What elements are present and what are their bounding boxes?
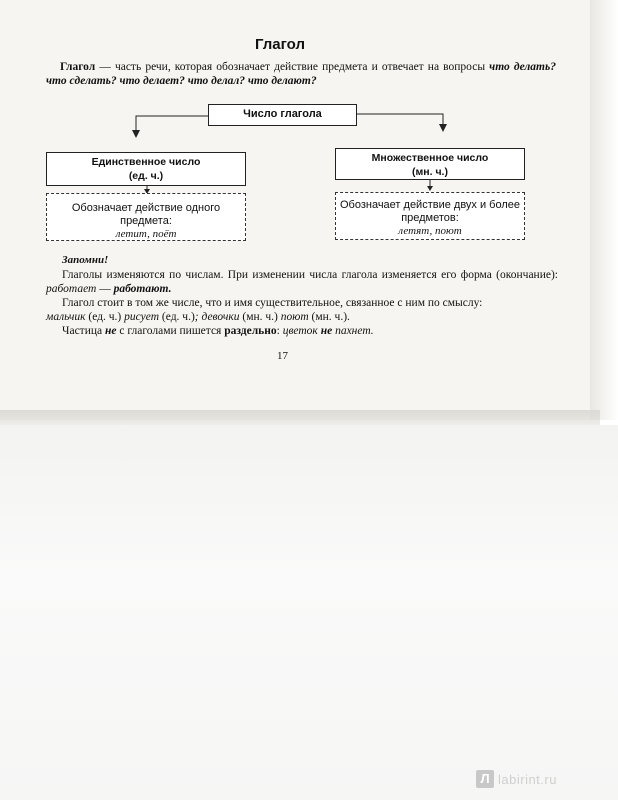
watermark-text: labirint.ru — [498, 771, 557, 787]
remember-heading: Запомни! — [62, 254, 109, 266]
intro-text: — часть речи, которая обозначает действие предмета и отвечает на вопросы — [95, 61, 490, 73]
rule-agreement-examples: мальчик (ед. ч.) рисует (ед. ч.); девочки (мн. ч.) поют (мн. ч.). — [46, 311, 350, 323]
singular-box — [46, 152, 246, 186]
rule-agreement: Глагол стоит в том же числе, что и имя существительное, связанное с ним по смыслу: — [62, 297, 483, 309]
plural-examples: летят, поют — [398, 225, 462, 237]
singular-title: Единственное число — [91, 156, 201, 168]
singular-abbr: (ед. ч.) — [128, 170, 164, 182]
intro-questions: что делать? что сделать? что делает? что делал? что делают? — [46, 61, 556, 87]
singular-description: Обозначает действие одного предмета: — [71, 202, 221, 227]
arrowhead-left — [132, 130, 140, 138]
arrowhead-plural — [427, 186, 433, 191]
watermark — [476, 769, 557, 789]
rules-block — [46, 268, 558, 338]
singular-description-box — [46, 193, 246, 241]
labirint-logo-icon: Л — [476, 770, 494, 788]
arrowhead-right — [439, 124, 447, 132]
arrow-right-connector — [357, 114, 443, 126]
page-title: Глагол — [255, 36, 305, 53]
plural-description: Обозначает действие двух и более предметов: — [339, 199, 521, 224]
blank-scan-area — [0, 425, 618, 800]
plural-abbr: (мн. ч.) — [412, 166, 448, 178]
plural-description-box — [335, 192, 525, 240]
intro-term: Глагол — [60, 61, 96, 73]
plural-box — [335, 148, 525, 180]
plural-title: Множественное число — [371, 152, 489, 164]
rule-numbers: Глаголы изменяются по числам. При изменении числа глагола изменяется его форма (окончание): работает — работают. — [46, 269, 558, 295]
page-number: 17 — [277, 350, 288, 362]
singular-examples: летит, поёт — [115, 228, 177, 240]
arrow-left-connector — [136, 116, 208, 132]
verb-number-box: Число глагола — [208, 104, 357, 126]
rule-particle-ne: Частица не с глаголами пишется раздельно: цветок не пахнет. — [62, 325, 374, 337]
